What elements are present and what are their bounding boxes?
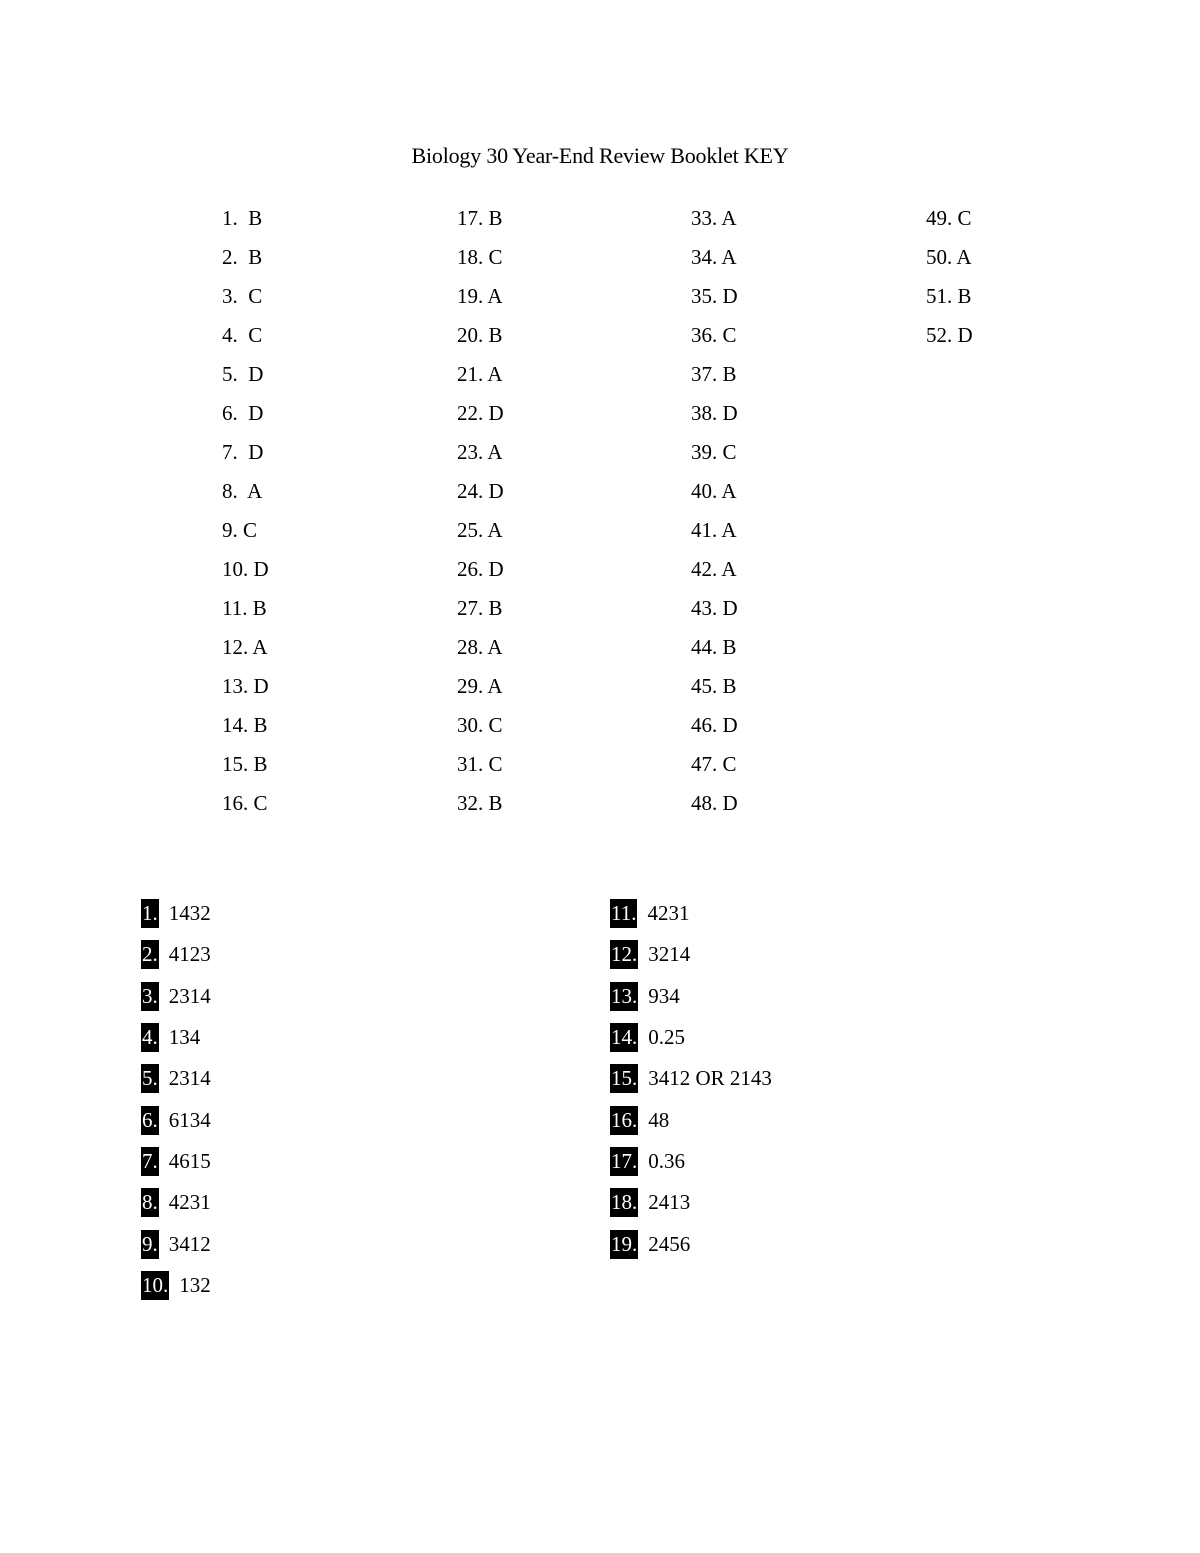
nr-answer-value: 134 [168,1025,201,1050]
nr-answer-item [610,1223,1010,1264]
mc-column-4 [926,200,1086,356]
nr-answer-item [141,1058,541,1099]
nr-answer-value: 1432 [168,901,211,926]
mc-answer-item: 28. A [457,635,503,659]
nr-answer-item [141,1141,541,1182]
mc-answer-item: 52. D [926,323,973,347]
mc-answer-item: 51. B [926,284,972,308]
mc-answer-item: 30. C [457,713,503,737]
nr-question-number: 3. [141,982,159,1011]
mc-answer-item: 39. C [691,440,737,464]
numerical-response-answers [0,893,1200,1323]
nr-answer-value: 4123 [168,942,211,967]
mc-answer-item: 37. B [691,362,737,386]
mc-answer-item: 36. C [691,323,737,347]
mc-answer-item: 41. A [691,518,737,542]
nr-answer-value: 3412 OR 2143 [648,1066,772,1091]
multiple-choice-answers [0,200,1200,830]
mc-answer-item: 32. B [457,791,503,815]
nr-question-number: 8. [141,1188,159,1217]
mc-answer-item: 44. B [691,635,737,659]
nr-answer-item [141,1017,541,1058]
nr-answer-value: 0.25 [648,1025,685,1050]
mc-answer-item: 5. D [222,362,264,386]
nr-question-number: 17. [610,1147,638,1176]
nr-question-number: 12. [610,940,638,969]
mc-answer-item: 16. C [222,791,268,815]
mc-answer-item: 24. D [457,479,504,503]
mc-answer-item: 46. D [691,713,738,737]
nr-answer-value: 2413 [648,1190,691,1215]
nr-column-1 [141,893,541,1306]
mc-answer-item: 34. A [691,245,737,269]
mc-answer-item: 27. B [457,596,503,620]
nr-question-number: 16. [610,1106,638,1135]
nr-question-number: 15. [610,1064,638,1093]
nr-answer-value: 4615 [168,1148,211,1173]
mc-answer-item: 22. D [457,401,504,425]
nr-answer-value: 4231 [168,1190,211,1215]
nr-answer-value: 3412 [168,1231,211,1256]
mc-answer-item: 31. C [457,752,503,776]
mc-answer-item: 25. A [457,518,503,542]
mc-answer-item: 43. D [691,596,738,620]
nr-answer-value: 934 [648,983,680,1008]
mc-answer-item: 40. A [691,479,737,503]
nr-answer-value: 2314 [168,983,211,1008]
nr-answer-item [141,1099,541,1140]
mc-answer-item: 2. B [222,245,263,269]
nr-column-2 [610,893,1010,1265]
mc-answer-item: 26. D [457,557,504,581]
nr-answer-item [610,893,1010,934]
mc-answer-item: 10. D [222,557,269,581]
nr-question-number: 14. [610,1023,638,1052]
mc-answer-item: 18. C [457,245,503,269]
mc-answer-item: 4. C [222,323,263,347]
mc-answer-item: 42. A [691,557,737,581]
mc-answer-item: 47. C [691,752,737,776]
nr-answer-item [141,976,541,1017]
mc-answer-item: 12. A [222,635,268,659]
mc-answer-item: 6. D [222,401,264,425]
nr-question-number: 5. [141,1064,159,1093]
nr-answer-value: 132 [179,1272,211,1297]
nr-answer-value: 2314 [168,1066,211,1091]
nr-question-number: 10. [141,1271,169,1300]
mc-answer-item: 29. A [457,674,503,698]
nr-answer-value: 2456 [648,1231,691,1256]
nr-question-number: 7. [141,1147,159,1176]
mc-column-2 [457,200,617,824]
nr-answer-item [610,1058,1010,1099]
nr-answer-item [141,1182,541,1223]
nr-answer-item [141,1223,541,1264]
nr-answer-item [141,1265,541,1306]
nr-answer-item [610,1141,1010,1182]
mc-answer-item: 3. C [222,284,263,308]
mc-answer-item: 14. B [222,713,268,737]
mc-answer-item: 9. C [222,518,258,542]
nr-answer-item [141,893,541,934]
nr-answer-item [610,1099,1010,1140]
nr-question-number: 13. [610,982,638,1011]
mc-answer-item: 50. A [926,245,972,269]
mc-answer-item: 20. B [457,323,503,347]
nr-question-number: 4. [141,1023,159,1052]
nr-answer-value: 6134 [168,1107,211,1132]
nr-answer-item [610,1017,1010,1058]
mc-answer-item: 35. D [691,284,738,308]
mc-answer-item: 19. A [457,284,503,308]
mc-answer-item: 38. D [691,401,738,425]
mc-answer-item: 17. B [457,206,503,230]
mc-column-3 [691,200,851,824]
mc-answer-item: 1. B [222,206,263,230]
nr-question-number: 11. [610,899,637,928]
nr-answer-value: 48 [648,1107,670,1132]
nr-question-number: 6. [141,1106,159,1135]
nr-question-number: 9. [141,1230,159,1259]
nr-question-number: 19. [610,1230,638,1259]
mc-answer-item: 33. A [691,206,737,230]
nr-answer-item [610,934,1010,975]
mc-answer-item: 13. D [222,674,269,698]
nr-question-number: 2. [141,940,159,969]
mc-answer-item: 15. B [222,752,268,776]
mc-answer-item: 7. D [222,440,264,464]
mc-answer-item: 49. C [926,206,972,230]
mc-answer-item: 45. B [691,674,737,698]
nr-answer-value: 0.36 [648,1148,685,1173]
nr-answer-item [610,976,1010,1017]
mc-answer-item: 11. B [222,596,267,620]
mc-answer-item: 8. A [222,479,263,503]
nr-answer-value: 3214 [648,942,691,967]
nr-question-number: 1. [141,899,159,928]
mc-answer-item: 21. A [457,362,503,386]
nr-answer-item [610,1182,1010,1223]
mc-answer-item: 23. A [457,440,503,464]
mc-column-1 [222,200,382,824]
nr-answer-value: 4231 [647,901,690,926]
page-title: Biology 30 Year-End Review Booklet KEY [411,143,789,168]
nr-question-number: 18. [610,1188,638,1217]
mc-answer-item: 48. D [691,791,738,815]
nr-answer-item [141,934,541,975]
